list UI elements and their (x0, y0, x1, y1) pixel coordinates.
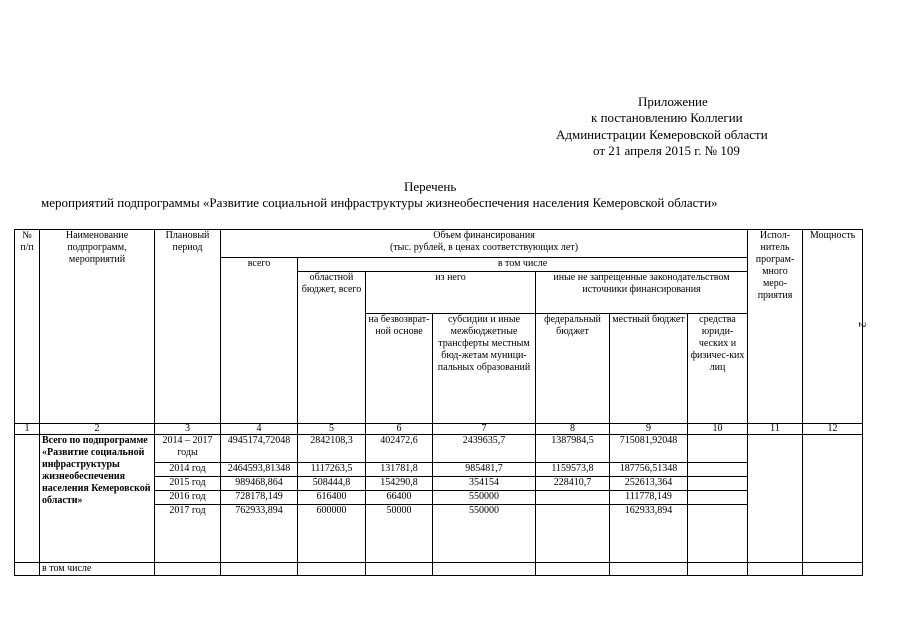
cell-regional: 508444,8 (298, 477, 366, 491)
document-title: Перечень (404, 179, 457, 194)
cell-nonrefundable: 66400 (366, 491, 433, 505)
cell-regional: 1117263,5 (298, 463, 366, 477)
cell-executor (748, 435, 803, 563)
cell-federal: 228410,7 (536, 477, 610, 491)
appendix-line-3: Администрации Кемеровской области (556, 127, 768, 142)
cell-local: 162933,894 (610, 505, 688, 519)
header-total: всего (221, 258, 298, 424)
row-num-cell (15, 435, 40, 563)
cell-subsidies: 354154 (433, 477, 536, 491)
cell-period: 2016 год (155, 491, 221, 505)
cell-nonrefundable: 154290,8 (366, 477, 433, 491)
cell-empty (610, 519, 688, 563)
program-name: Всего по подпрограмме «Развитие социальной инфраструктуры жизнеобеспечения населения Кемеровской области» (40, 435, 155, 563)
header-name: Наименование подпрограмм, мероприятий (40, 230, 155, 424)
cell-total: 989468,864 (221, 477, 298, 491)
appendix-line-1: Приложение (638, 94, 708, 109)
header-nonrefundable: на безвозврат-ной основе (366, 314, 433, 424)
header-funding (221, 230, 748, 258)
cell-empty (688, 519, 748, 563)
cell-local: 111778,149 (610, 491, 688, 505)
cell-subsidies: 2439635,7 (433, 435, 536, 463)
cell-empty (536, 519, 610, 563)
cell-federal: 1387984,5 (536, 435, 610, 463)
cell-local: 715081,92048 (610, 435, 688, 463)
header-subsidies: субсидии и иные межбюджетные трансферты местным бюд-жетам муници-пальных образований (433, 314, 536, 424)
cell-empty (298, 519, 366, 563)
cell-nonrefundable: 131781,8 (366, 463, 433, 477)
cell-empty (298, 563, 366, 576)
cell-nonrefundable: 50000 (366, 505, 433, 519)
cell-total: 4945174,72048 (221, 435, 298, 463)
cell-federal (536, 491, 610, 505)
cell-empty (366, 563, 433, 576)
cell-legal (688, 491, 748, 505)
cell-empty (803, 563, 863, 576)
appendix-line-2: к постановлению Коллегии (591, 110, 743, 125)
appendix-line-4: от 21 апреля 2015 г. № 109 (593, 143, 740, 158)
cell-empty (366, 519, 433, 563)
column-index-9: 9 (610, 424, 688, 435)
header-num: № п/п (15, 230, 40, 424)
header-funding-units: (тыс. рублей, в ценах соответствующих лет) (389, 242, 579, 253)
cell-nonrefundable: 402472,6 (366, 435, 433, 463)
cell-total: 762933,894 (221, 505, 298, 519)
header-local: местный бюджет (610, 314, 688, 424)
column-index-4: 4 (221, 424, 298, 435)
including-label: в том числе (40, 563, 155, 576)
cell-empty (536, 563, 610, 576)
cell-local: 187756,51348 (610, 463, 688, 477)
cell-empty (610, 563, 688, 576)
header-regional: областной бюджет, всего (298, 272, 366, 424)
cell-empty (221, 563, 298, 576)
cell-subsidies: 550000 (433, 491, 536, 505)
cell-local: 252613,364 (610, 477, 688, 491)
header-funding-title: Объем финансирования (433, 230, 535, 241)
column-index-3: 3 (155, 424, 221, 435)
cell-total: 2464593,81348 (221, 463, 298, 477)
cell-regional: 600000 (298, 505, 366, 519)
header-including: в том числе (298, 258, 748, 272)
header-of-which: из него (366, 272, 536, 314)
cell-period: 2014 – 2017 годы (155, 435, 221, 463)
column-index-12: 12 (803, 424, 863, 435)
column-index-8: 8 (536, 424, 610, 435)
cell-federal (536, 505, 610, 519)
document-subtitle: мероприятий подпрограммы «Развитие социальной инфраструктуры жизнеобеспечения населения Кемеровской области» (41, 195, 718, 210)
cell-empty (433, 519, 536, 563)
header-capacity: Мощность (803, 230, 863, 424)
cell-regional: 616400 (298, 491, 366, 505)
cell-empty (15, 563, 40, 576)
cell-empty (748, 563, 803, 576)
cell-period: 2017 год (155, 505, 221, 519)
header-legal-entities: средства юриди-ческих и физичес-ких лиц (688, 314, 748, 424)
header-other-sources: иные не запрещенные законодательством источники финансирования (536, 272, 748, 314)
funding-table (14, 229, 863, 576)
cell-period: 2015 год (155, 477, 221, 491)
cell-empty (688, 563, 748, 576)
cell-subsidies: 985481,7 (433, 463, 536, 477)
page-number: 2 (856, 322, 868, 328)
cell-legal (688, 477, 748, 491)
column-index-11: 11 (748, 424, 803, 435)
cell-regional: 2842108,3 (298, 435, 366, 463)
cell-total: 728178,149 (221, 491, 298, 505)
cell-empty (155, 563, 221, 576)
cell-legal (688, 505, 748, 519)
header-federal: федеральный бюджет (536, 314, 610, 424)
cell-empty (155, 519, 221, 563)
cell-federal: 1159573,8 (536, 463, 610, 477)
cell-empty (433, 563, 536, 576)
cell-capacity (803, 435, 863, 563)
cell-period: 2014 год (155, 463, 221, 477)
column-index-5: 5 (298, 424, 366, 435)
column-index-2: 2 (40, 424, 155, 435)
header-executor: Испол-нитель програм-много меро-приятия (748, 230, 803, 424)
cell-subsidies: 550000 (433, 505, 536, 519)
header-period: Плановый период (155, 230, 221, 424)
column-index-10: 10 (688, 424, 748, 435)
column-index-6: 6 (366, 424, 433, 435)
cell-legal (688, 435, 748, 463)
column-index-1: 1 (15, 424, 40, 435)
cell-legal (688, 463, 748, 477)
column-index-7: 7 (433, 424, 536, 435)
cell-empty (221, 519, 298, 563)
